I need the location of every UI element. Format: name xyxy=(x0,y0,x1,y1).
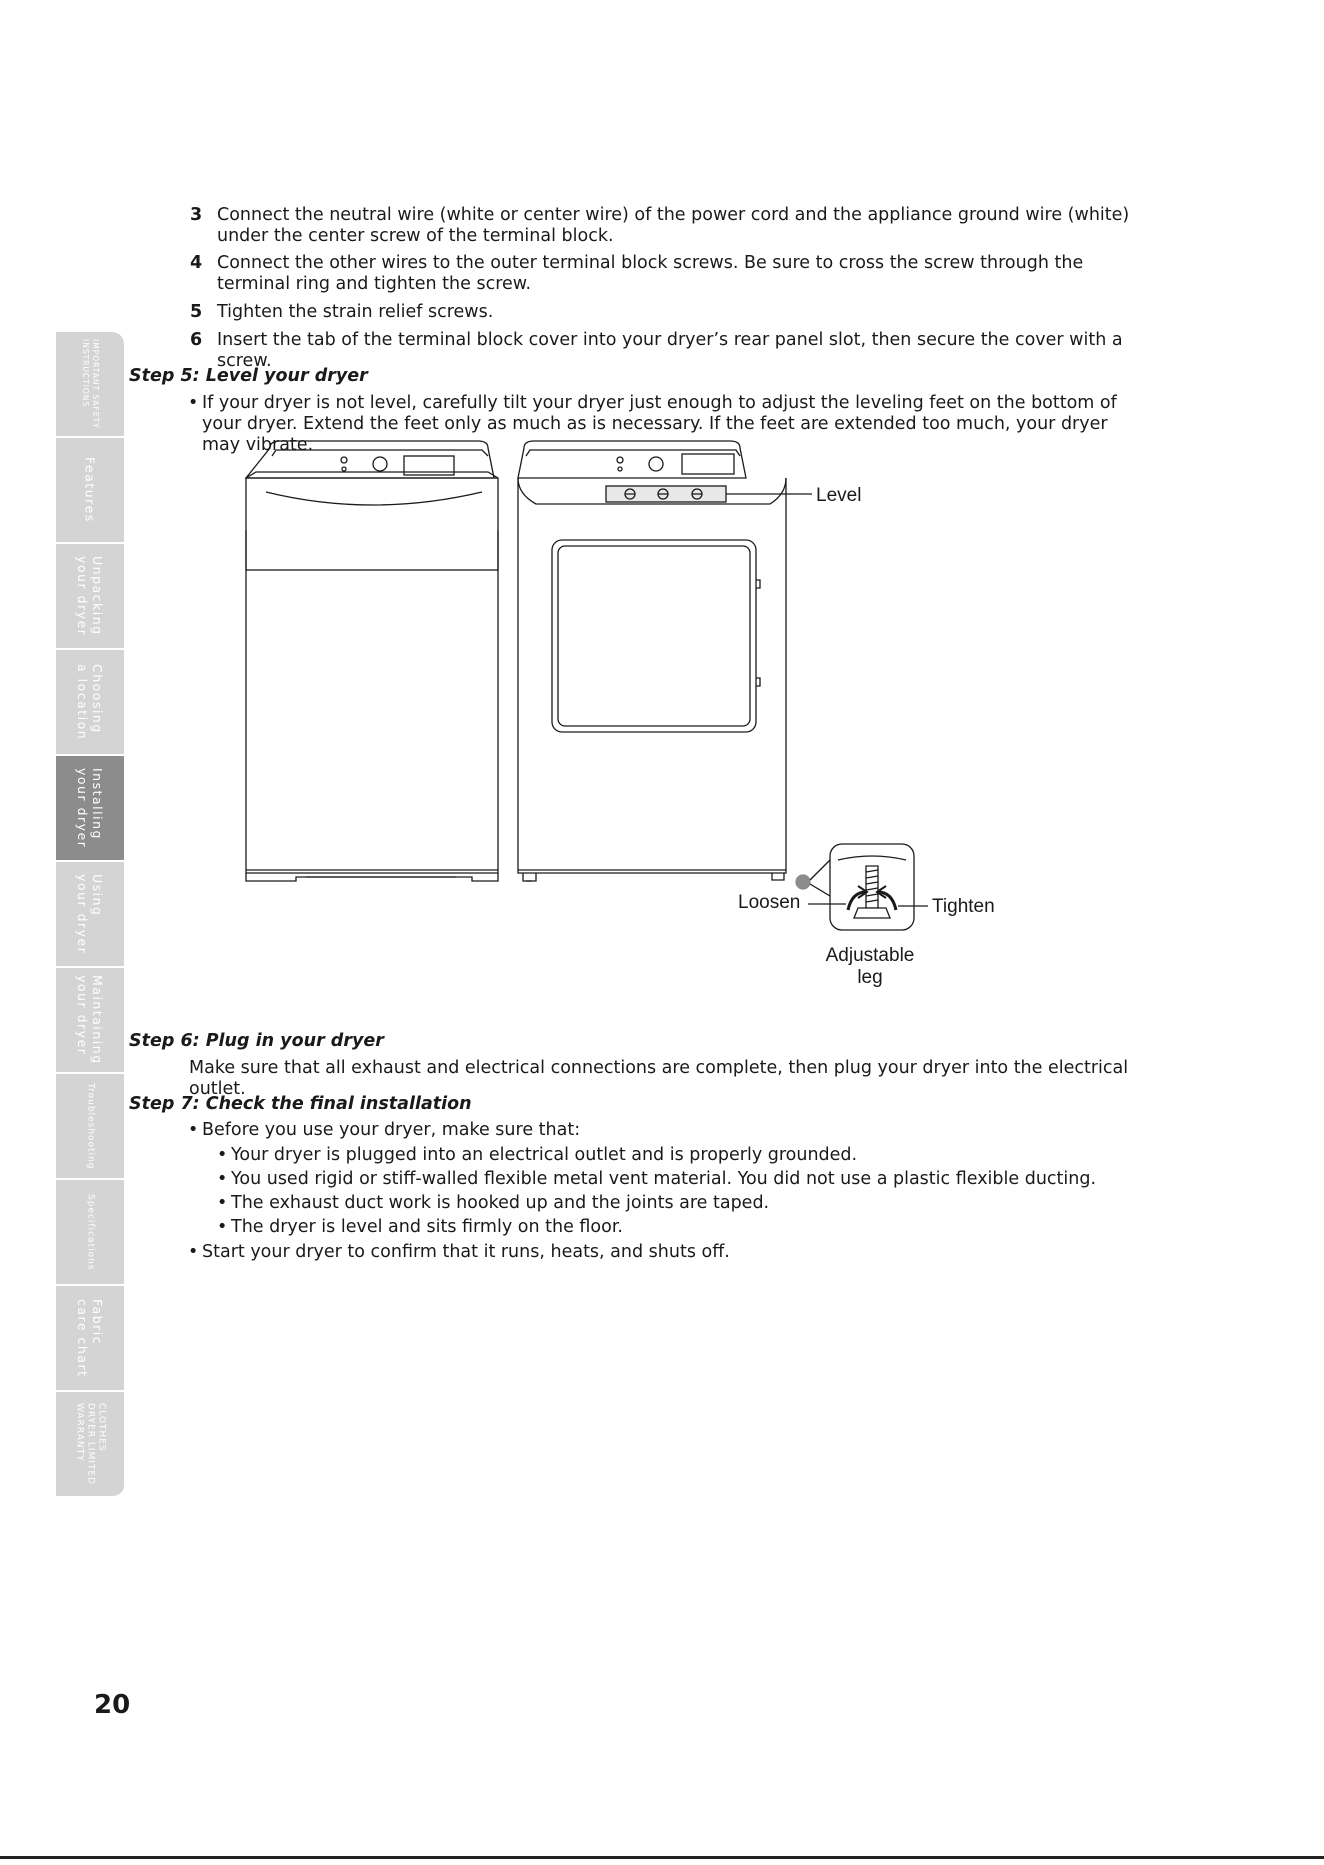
bullet-dot: • xyxy=(188,1120,199,1140)
tab-features[interactable] xyxy=(56,438,124,544)
bullet-dot: • xyxy=(188,393,199,413)
bullet-dot: • xyxy=(188,1242,199,1262)
tab-troubleshooting[interactable] xyxy=(56,1074,124,1180)
step7-intro-text: Before you use your dryer, make sure that: xyxy=(202,1120,581,1140)
bullet-dot: • xyxy=(217,1169,228,1189)
item-text: Insert the tab of the terminal block cover into your dryer’s rear panel slot, then secure the cover with a screw. xyxy=(217,330,1123,371)
leveling-leg-drawing xyxy=(796,844,928,930)
tab-specifications[interactable] xyxy=(56,1180,124,1286)
check-text: The exhaust duct work is hooked up and the joints are taped. xyxy=(231,1193,770,1213)
page-number: 20 xyxy=(94,1690,131,1720)
item-number: 5 xyxy=(190,302,203,322)
tab-label: Troubleshooting xyxy=(85,1082,96,1170)
check-text: The dryer is level and sits firmly on the floor. xyxy=(231,1217,623,1237)
label-loosen: Loosen xyxy=(738,892,801,913)
tab-label: Choosing a location xyxy=(75,663,105,741)
check-item xyxy=(217,1193,1167,1214)
step7-final-text: Start your dryer to confirm that it runs, heats, and shuts off. xyxy=(202,1242,730,1262)
washer-drawing xyxy=(246,441,498,881)
bottom-rule xyxy=(0,1856,1324,1859)
bullet-dot: • xyxy=(217,1193,228,1213)
step5-heading: Step 5: Level your dryer xyxy=(129,366,368,386)
tab-label: CLOTHES DRYER LIMITED WARRANTY xyxy=(74,1402,107,1486)
list-item xyxy=(190,253,1150,295)
step5-bullet-text: If your dryer is not level, carefully tilt your dryer just enough to adjust the leveling feet on the bottom of your dryer. Extend the feet only as much as is necessary. If the feet are extended too much, your dryer may vibrate. xyxy=(202,393,1117,455)
list-item xyxy=(190,205,1150,247)
check-item xyxy=(217,1169,1167,1190)
check-text: Your dryer is plugged into an electrical outlet and is properly grounded. xyxy=(231,1145,858,1165)
tab-label: Specifications xyxy=(85,1193,96,1271)
label-adjustable: Adjustable xyxy=(825,945,915,966)
tab-maintaining[interactable] xyxy=(56,968,124,1074)
tab-installing[interactable] xyxy=(56,756,124,862)
bullet-dot: • xyxy=(217,1145,228,1165)
tab-warranty[interactable] xyxy=(56,1392,124,1498)
tab-label: Installing your dryer xyxy=(75,767,105,849)
tab-label: Maintaining your dryer xyxy=(75,975,105,1065)
tab-label: Unpacking your dryer xyxy=(75,555,105,637)
step6-text: Make sure that all exhaust and electrical connections are complete, then plug your dryer into the electrical outlet. xyxy=(189,1058,1129,1099)
label-tighten: Tighten xyxy=(932,896,995,917)
item-text: Connect the other wires to the outer terminal block screws. Be sure to cross the screw through the terminal ring and tighten the screw. xyxy=(217,253,1084,294)
item-text: Connect the neutral wire (white or center wire) of the power cord and the appliance ground wire (white) under the center screw of the terminal block. xyxy=(217,205,1130,246)
label-level: Level xyxy=(816,485,862,506)
item-number: 3 xyxy=(190,205,203,225)
tab-fabric-care[interactable] xyxy=(56,1286,124,1392)
check-item xyxy=(217,1145,1167,1166)
step7-heading: Step 7: Check the final installation xyxy=(129,1094,472,1114)
tab-using[interactable] xyxy=(56,862,124,968)
tab-label: IMPORTANT SAFETY INSTRUCTIONS xyxy=(81,339,100,429)
check-item xyxy=(217,1217,1167,1238)
item-number: 4 xyxy=(190,253,203,273)
check-text: You used rigid or stiff-walled flexible metal vent material. You did not use a plastic flexible ducting. xyxy=(231,1169,1097,1189)
step7-final xyxy=(188,1242,1138,1263)
bullet-dot: • xyxy=(217,1217,228,1237)
step7-intro xyxy=(188,1120,1138,1141)
list-item xyxy=(190,302,1150,323)
tab-unpacking[interactable] xyxy=(56,544,124,650)
tab-label: Using your dryer xyxy=(75,873,105,955)
dryer-level-illustration xyxy=(236,440,1056,1000)
tab-label: Features xyxy=(82,457,98,523)
item-text: Tighten the strain relief screws. xyxy=(217,302,494,322)
label-leg: leg xyxy=(857,967,883,988)
tab-important-safety[interactable] xyxy=(56,332,124,438)
tab-label: Fabric care chart xyxy=(75,1298,105,1378)
dryer-drawing xyxy=(518,441,812,881)
step6-heading: Step 6: Plug in your dryer xyxy=(129,1031,384,1051)
item-number: 6 xyxy=(190,330,203,350)
tab-choosing-location[interactable] xyxy=(56,650,124,756)
